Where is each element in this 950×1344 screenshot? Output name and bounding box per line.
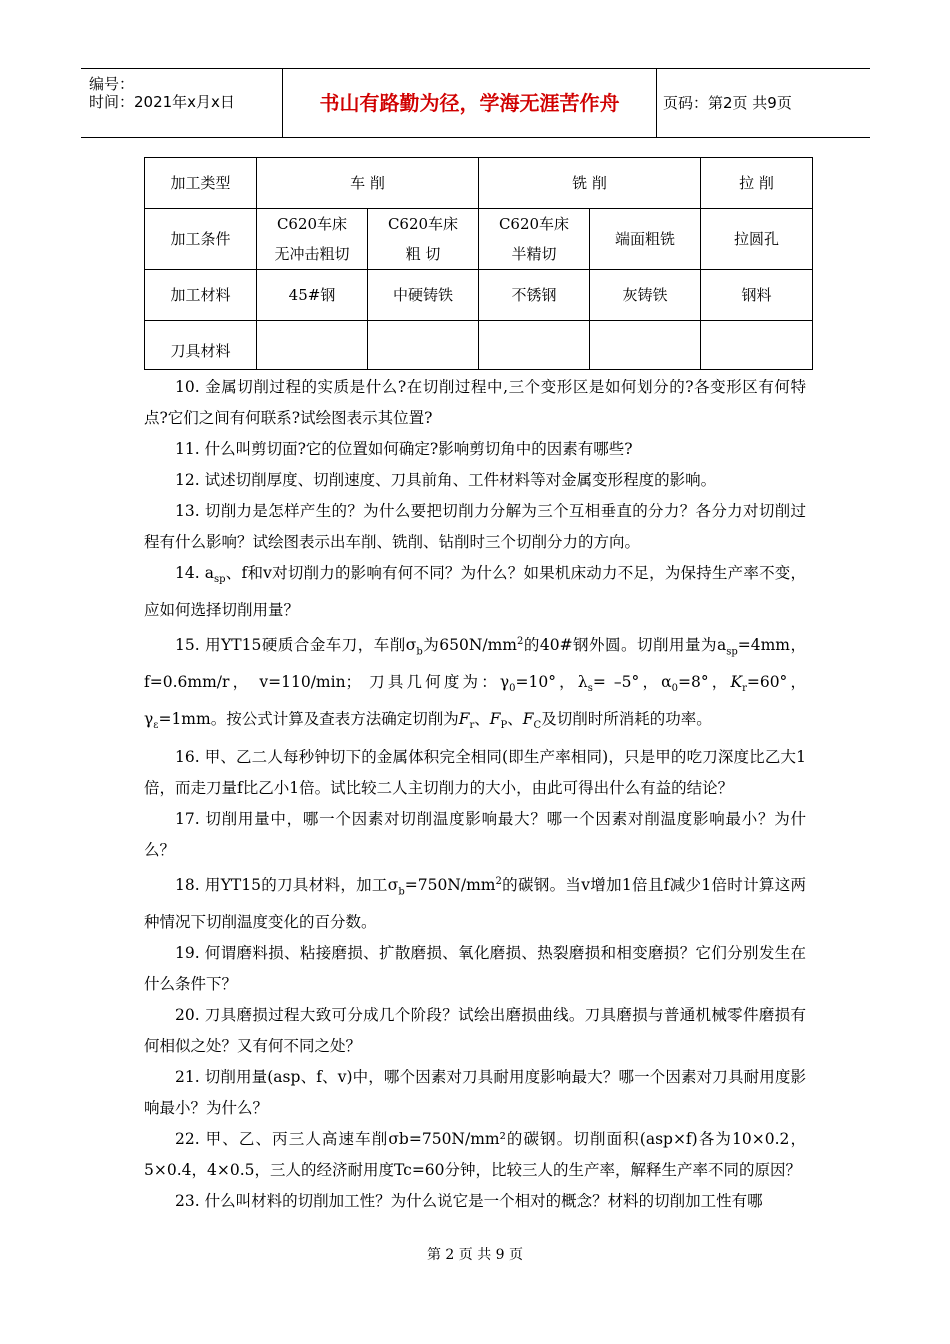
table-cell <box>479 209 590 270</box>
q15-sub: C <box>533 720 542 732</box>
cell-line: C620车床 <box>387 215 459 233</box>
page-header <box>81 68 870 138</box>
question <box>144 626 806 741</box>
question: 10. 金属切削过程的实质是什么?在切削过程中,三个变形区是如何划分的?各变形区有何特点?它们之间有何联系?试绘图表示其位置? <box>144 378 806 427</box>
question: 21. 切削用量(asp、f、v)中，哪个因素对刀具耐用度影响最大？哪一个因素对刀具耐用度影响最小？为什么？ <box>144 1067 806 1117</box>
question: 12. 试述切削厚度、切削速度、刀具前角、工件材料等对金属变形程度的影响。 <box>175 471 717 489</box>
question: 20. 刀具磨损过程大致可分成几个阶段？试绘出磨损曲线。刀具磨损与普通机械零件磨损有何相似之处？又有何不同之处？ <box>144 1005 806 1055</box>
table-cell <box>479 321 590 370</box>
table-cell <box>257 209 368 270</box>
q15-sub: 0 <box>509 683 516 695</box>
table-cell: 钢料 <box>701 270 813 321</box>
cell-line: 无冲击粗切 <box>274 245 350 263</box>
table-cell <box>257 321 368 370</box>
q15-sub: r <box>742 683 747 695</box>
cell-line: 粗 切 <box>405 245 441 263</box>
machining-table <box>144 157 813 370</box>
table-cell: 车 削 <box>257 158 479 209</box>
serial-label: 编号： <box>89 75 135 93</box>
question: 23. 什么叫材料的切削加工性？为什么说它是一个相对的概念？材料的切削加工性有哪 <box>175 1191 763 1210</box>
table-cell <box>590 321 701 370</box>
question: 19. 何谓磨料损、粘接磨损、扩散磨损、氧化磨损、热裂磨损和相变磨损？它们分别发生在什么条件下？ <box>144 943 806 993</box>
q15-sup: 2 <box>517 636 524 648</box>
cell-line: C620车床 <box>276 215 348 233</box>
table-cell: 拉 削 <box>701 158 813 209</box>
q15-part: =1mm。按公式计算及查表方法确定切削为 <box>158 710 459 729</box>
q15-sym: K <box>730 673 743 692</box>
q15-part: 及切削时所消耗的功率。 <box>541 710 712 729</box>
q15-part: 的40#钢外圆。切削用量为a <box>523 636 727 655</box>
header-meta <box>81 69 282 137</box>
question <box>144 558 806 626</box>
q18-part: 的碳钢。当v增加1倍且f减少1倍时计算这两种情况下切削温度变化的百分数。 <box>144 875 807 931</box>
q15-sym: F <box>522 710 534 729</box>
date-label: 时间：2021年x月x日 <box>89 93 235 111</box>
q15-part: =10°，λ <box>515 673 588 692</box>
table-cell: 端面粗铣 <box>590 209 701 270</box>
q15-sep: 、 <box>507 710 523 729</box>
q18-sup: 2 <box>495 875 502 887</box>
table-row <box>145 270 813 321</box>
question: 22. 甲、乙、丙三人高速车削σb=750N/mm²的碳钢。切削面积(asp×f)各为10×0.2，5×0.4，4×0.5，三人的经济耐用度Tc=60分钟，比较三人的生产率，解释生产率不同的原因？ <box>144 1129 806 1179</box>
q14-sub: sp <box>214 574 226 586</box>
table-cell: 加工材料 <box>145 270 257 321</box>
table-cell: 加工类型 <box>145 158 257 209</box>
question-list <box>144 372 806 1217</box>
cell-line: C620车床 <box>498 215 570 233</box>
q18-part: 18. 用YT15的刀具材料，加工σ <box>175 875 399 894</box>
question: 17. 切削用量中，哪一个因素对切削温度影响最大？哪一个因素对削温度影响最小？为什么？ <box>144 809 806 859</box>
table-cell <box>368 209 479 270</box>
table-cell: 刀具材料 <box>145 321 257 370</box>
q15-sub: s <box>587 683 593 695</box>
q15-sep: 、 <box>474 710 490 729</box>
table-cell: 加工条件 <box>145 209 257 270</box>
q15-sub: r <box>469 720 475 732</box>
question: 13. 切削力是怎样产生的？为什么要把切削力分解为三个互相垂直的分力？各分力对切削过程有什么影响？试绘图表示出车削、铣削、钻削时三个切削分力的方向。 <box>144 502 806 551</box>
table-cell <box>368 321 479 370</box>
question: 16. 甲、乙二人每秒钟切下的金属体积完全相同(即生产率相同)，只是甲的吃刀深度比乙大1倍，而走刀量f比乙小1倍。试比较二人主切削力的大小，由此可得出什么有益的结论？ <box>144 747 806 797</box>
q15-sub: b <box>416 646 423 658</box>
q15-part: = –5°，α <box>592 673 672 692</box>
cell-line: 半精切 <box>511 245 557 263</box>
q15-sub: sp <box>726 646 738 658</box>
table-cell: 中硬铸铁 <box>368 270 479 321</box>
page-footer: 第 2 页 共 9 页 <box>426 1247 524 1263</box>
header-motto: 书山有路勤为径，学海无涯苦作舟 <box>282 69 657 137</box>
page-label: 页码：第2页 共9页 <box>663 94 792 112</box>
q15-part: =60°，γ <box>144 673 806 729</box>
q15-part: 为650N/mm <box>422 636 517 655</box>
table-cell <box>701 321 813 370</box>
table-row <box>145 209 813 270</box>
table-cell: 45#钢 <box>257 270 368 321</box>
q14-part: 、f和v对切削力的影响有何不同？为什么？如果机床动力不足，为保持生产率不变，应如何选择切削用量？ <box>144 564 806 620</box>
q15-sub: P <box>500 720 508 732</box>
table-cell: 不锈钢 <box>479 270 590 321</box>
table-row <box>145 321 813 370</box>
q14-part: 14. a <box>175 564 215 582</box>
q15-sym: F <box>489 710 501 729</box>
question <box>144 866 806 938</box>
table-cell: 铣 削 <box>479 158 701 209</box>
table-row <box>145 158 813 209</box>
table-cell: 灰铸铁 <box>590 270 701 321</box>
q18-sub: b <box>398 885 405 897</box>
q18-part: =750N/mm <box>404 875 496 894</box>
q15-part: =8°， <box>678 673 731 692</box>
q15-sym: F <box>458 710 470 729</box>
q15-sub: ε <box>153 720 159 732</box>
q15-sub: 0 <box>671 683 678 695</box>
table-cell: 拉圆孔 <box>701 209 813 270</box>
question: 11. 什么叫剪切面?它的位置如何确定?影响剪切角中的因素有哪些? <box>175 440 633 458</box>
q15-part: 15. 用YT15硬质合金车刀，车削σ <box>175 636 417 655</box>
q15-part: =4mm， f=0.6mm/r， v=110/min； 刀具几何度为：γ <box>144 636 807 692</box>
